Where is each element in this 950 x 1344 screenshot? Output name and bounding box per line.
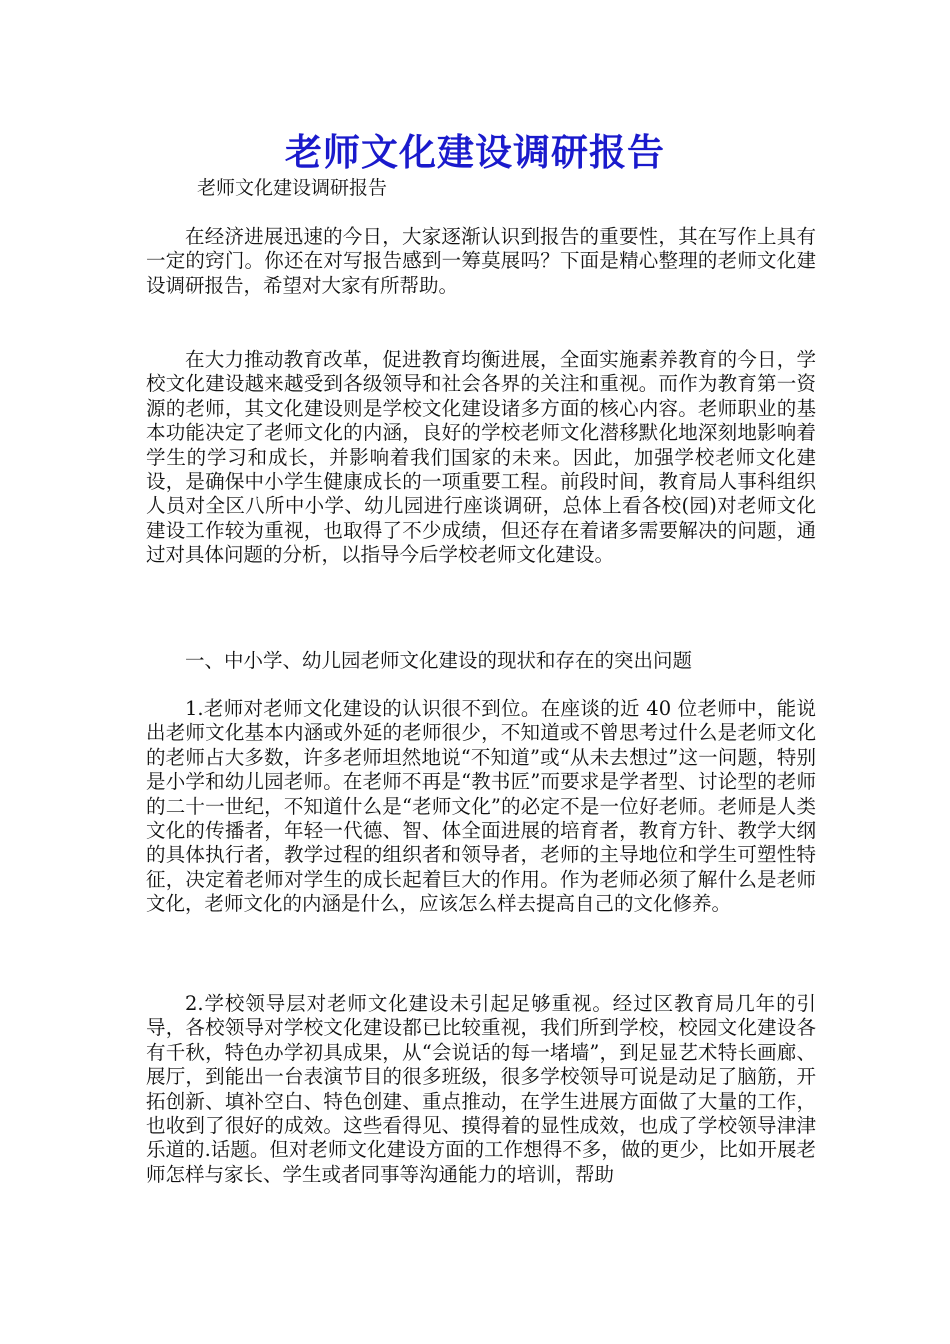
intro-paragraph: 在经济进展迅速的今日，大家逐渐认识到报告的重要性，其在写作上具有一定的窍门。你还在对写报告感到一筹莫展吗？下面是精心整理的老师文化建设调研报告，希望对大家有所帮助。 (146, 225, 816, 297)
point-1-paragraph: 1.老师对老师文化建设的认识很不到位。在座谈的近 40 位老师中，能说出老师文化基本内涵或外延的老师很少，不知道或不曾思考过什么是老师文化的老师占大多数，许多老师坦然地说“不知道”或“从未去想过”这一问题，特别是小学和幼儿园老师。在老师不再是“教书匠”而要求是学者型、讨论型的老师的二十一世纪，不知道什么是“老师文化”的必定不是一位好老师。老师是人类文化的传播者，年轻一代德、智、体全面进展的培育者，教育方针、教学大纲的具体执行者，教学过程的组织者和领导者，老师的主导地位和学生可塑性特征，决定着老师对学生的成长起着巨大的作用。作为老师必须了解什么是老师文化，老师文化的内涵是什么，应该怎么样去提高自己的文化修养。 (146, 697, 816, 916)
document-subtitle: 老师文化建设调研报告 (197, 177, 388, 199)
section-heading: 一、中小学、幼儿园老师文化建设的现状和存在的突出问题 (185, 649, 693, 672)
point-2-paragraph: 2.学校领导层对老师文化建设未引起足够重视。经过区教育局几年的引导，各校领导对学校文化建设都已比较重视，我们所到学校，校园文化建设各有千秋，特色办学初具成果，从“会说话的每一堵墙”，到足显艺术特长画廊、展厅，到能出一台表演节目的很多班级，很多学校领导可说是动足了脑筋，开拓创新、填补空白、特色创建、重点推动，在学生进展方面做了大量的工作，也收到了很好的成效。这些看得见、摸得着的显性成效，也成了学校领导津津乐道的.话题。但对老师文化建设方面的工作想得不多，做的更少，比如开展老师怎样与家长、学生或者同事等沟通能力的培训，帮助 (146, 992, 816, 1186)
document-title: 老师文化建设调研报告 (285, 130, 665, 174)
background-paragraph: 在大力推动教育改革，促进教育均衡进展，全面实施素养教育的今日，学校文化建设越来越受到各级领导和社会各界的关注和重视。而作为教育第一资源的老师，其文化建设则是学校文化建设诸多方面的核心内容。老师职业的基本功能决定了老师文化的内涵，良好的学校老师文化潜移默化地深刻地影响着学生的学习和成长，并影响着我们国家的未来。因此，加强学校老师文化建设，是确保中小学生健康成长的一项重要工程。前段时间，教育局人事科组织人员对全区八所中小学、幼儿园进行座谈调研，总体上看各校(园)对老师文化建设工作较为重视，也取得了不少成绩，但还存在着诸多需要解决的问题，通过对具体问题的分析，以指导今后学校老师文化建设。 (146, 348, 816, 567)
